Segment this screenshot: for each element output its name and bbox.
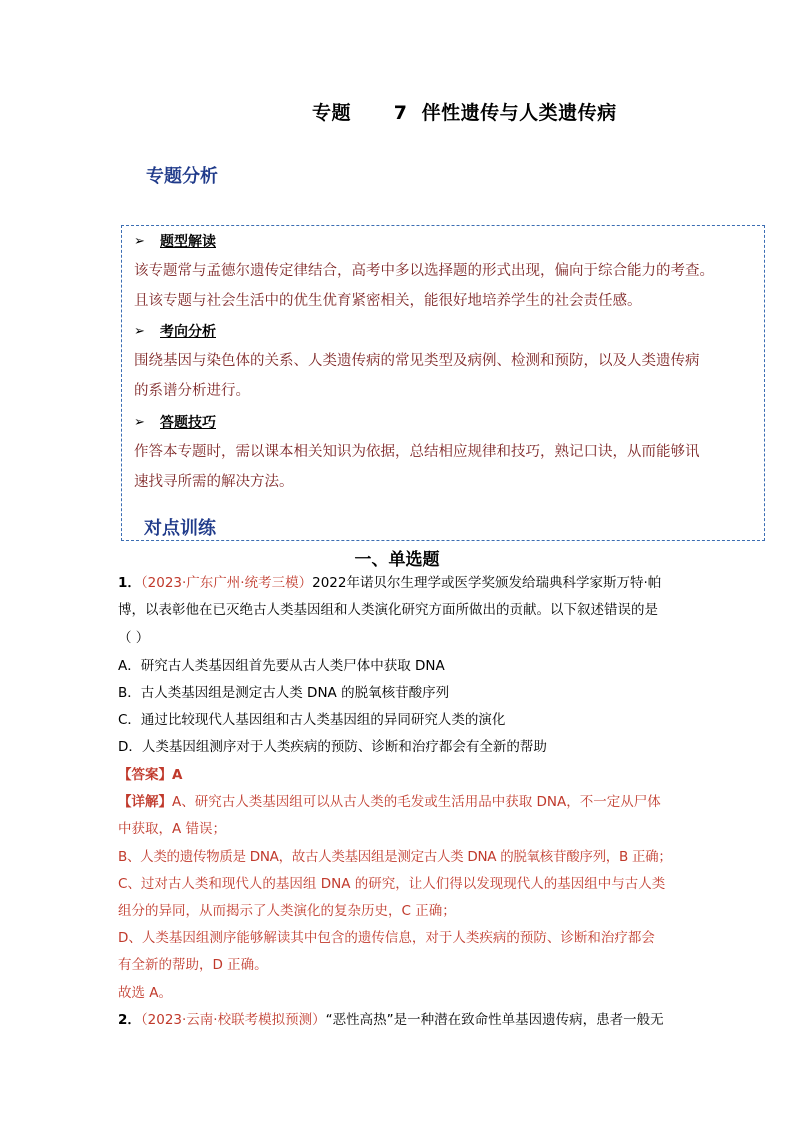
question-source: （2023·云南·校联考模拟预测） xyxy=(140,1012,326,1028)
answer-line xyxy=(118,763,182,783)
detail-text: B、人类的遗传物质是 DNA，故古人类基因组是测定古人类 DNA 的脱氧核苷酸序列，B 正确； xyxy=(118,849,672,865)
question-stem-text: 2022年诺贝尔生理学或医学奖颁发给瑞典科学家斯万特·帕 xyxy=(312,575,662,591)
detail-text: A、研究古人类基因组可以从古人类的毛发或生活用品中获取 DNA，不一定从尸体 xyxy=(172,794,661,810)
question-source: （2023·广东广州·统考三模） xyxy=(140,575,313,591)
bullet-text-line: 的系谱分析进行。 xyxy=(134,383,250,399)
page-title: 专题 7 伴性遗传与人类遗传病 xyxy=(312,102,617,124)
option-d: D．人类基因组测序对于人类疾病的预防、诊断和治疗都会有全新的帮助 xyxy=(118,739,547,755)
detail-text: 中获取，A 错误； xyxy=(118,821,227,837)
question-2-stem xyxy=(118,1008,664,1028)
option-c: C．通过比较现代人基因组和古人类基因组的异同研究人类的演化 xyxy=(118,712,506,728)
answer-value: A xyxy=(172,767,183,783)
question-number: 1． xyxy=(118,575,141,591)
option-a: A．研究古人类基因组首先要从古人类尸体中获取 DNA xyxy=(118,658,445,674)
bullet-direction-analysis xyxy=(134,321,216,341)
detail-label: 【详解】 xyxy=(118,794,172,810)
bullet-label: 答题技巧 xyxy=(160,415,216,431)
question-stem-text: “恶性高热”是一种潜在致命性单基因遗传病，患者一般无 xyxy=(325,1012,664,1028)
detail-text: 有全新的帮助，D 正确。 xyxy=(118,957,268,973)
detail-text: D、人类基因组测序能够解读其中包含的遗传信息，对于人类疾病的预防、诊断和治疗都会 xyxy=(118,930,655,946)
arrow-bullet-icon: ➢ xyxy=(134,414,145,430)
bullet-label: 考向分析 xyxy=(160,324,216,340)
detail-text: C、过对古人类和现代人的基因组 DNA 的研究，让人们得以发现现代人的基因组中与古人类 xyxy=(118,876,666,892)
answer-label: 【答案】 xyxy=(118,767,172,783)
bullet-label: 题型解读 xyxy=(160,234,216,250)
detail-text: 组分的异同，从而揭示了人类演化的复杂历史，C 正确； xyxy=(118,903,456,919)
bullet-answer-skills xyxy=(134,412,216,432)
part-heading: 一、单选题 xyxy=(354,550,440,570)
answer-blank: （ ） xyxy=(118,630,150,646)
bullet-text-line: 围绕基因与染色体的关系、人类遗传病的常见类型及病例、检测和预防，以及人类遗传病 xyxy=(134,353,700,369)
section-heading-analysis: 专题分析 xyxy=(146,166,218,187)
bullet-text-line: 且该专题与社会生活中的优生优育紧密相关，能很好地培养学生的社会责任感。 xyxy=(134,293,642,309)
arrow-bullet-icon: ➢ xyxy=(134,323,145,339)
detail-line xyxy=(118,790,661,810)
bullet-type-interpretation xyxy=(134,231,216,251)
section-heading-training: 对点训练 xyxy=(144,518,216,539)
conclusion-text: 故选 A。 xyxy=(118,985,173,1001)
question-number: 2． xyxy=(118,1012,141,1028)
question-1-stem xyxy=(118,571,661,591)
arrow-bullet-icon: ➢ xyxy=(134,233,145,249)
bullet-text-line: 该专题常与孟德尔遗传定律结合，高考中多以选择题的形式出现，偏向于综合能力的考查。 xyxy=(134,263,714,279)
bullet-text-line: 作答本专题时，需以课本相关知识为依据，总结相应规律和技巧，熟记口诀，从而能够讯 xyxy=(134,444,700,460)
question-stem-text: 博，以表彰他在已灭绝古人类基因组和人类演化研究方面所做出的贡献。以下叙述错误的是 xyxy=(118,602,658,618)
option-b: B．古人类基因组是测定古人类 DNA 的脱氧核苷酸序列 xyxy=(118,685,450,701)
bullet-text-line: 速找寻所需的解决方法。 xyxy=(134,474,294,490)
